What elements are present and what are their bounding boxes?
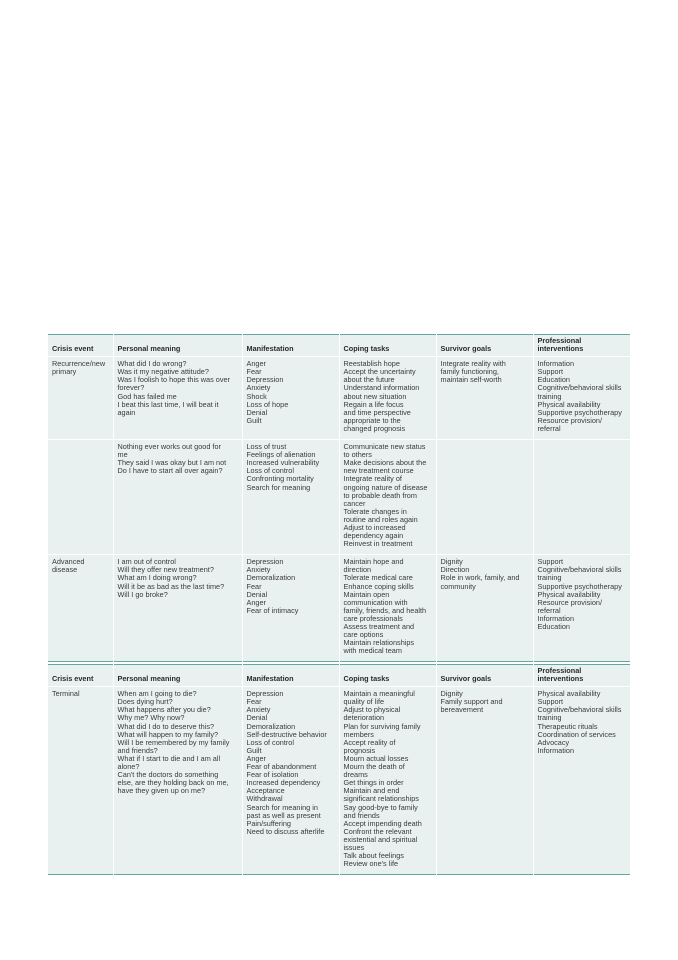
cell-line: Reestablish hope	[343, 359, 400, 369]
cell-line: Review one's life	[343, 859, 399, 869]
cell-line: forever?	[117, 383, 145, 393]
cell-line: Acceptance	[246, 786, 285, 796]
cell-line: training	[537, 573, 562, 583]
cell-line: Recurrence/new	[52, 359, 106, 369]
cell-line: Information	[537, 613, 575, 623]
cell-line: I beat this last time, I will beat it	[117, 399, 219, 409]
professional-interventions-cell	[533, 687, 630, 875]
cell-line: Therapeutic rituals	[537, 721, 598, 731]
cell-line: Increased dependency	[246, 778, 321, 788]
cell-line: else, are they holding back on me,	[117, 778, 229, 788]
cell-line: Does dying hurt?	[117, 697, 173, 707]
cell-line: Support	[537, 697, 564, 707]
cell-line: routine and roles again	[343, 514, 418, 524]
personal-meaning-cell	[113, 440, 242, 555]
professional-interventions-cell	[533, 440, 630, 555]
crisis-event-cell	[48, 440, 113, 555]
cell-line: to others	[343, 450, 372, 460]
cell-line: Adjust to increased	[343, 522, 406, 532]
survivor-goals-cell	[436, 440, 533, 555]
cell-line: Nothing ever works out good for	[117, 442, 221, 452]
cell-line: Resource provision/	[537, 415, 602, 425]
cell-line: have they given up on me?	[117, 786, 206, 796]
cell-line: Demoralization	[246, 721, 296, 731]
cell-line: Anxiety	[246, 705, 271, 715]
manifestation-cell	[242, 357, 339, 440]
cell-line: Assess treatment and	[343, 622, 415, 631]
crisis-event-cell	[48, 555, 113, 662]
cell-line: Fear	[246, 697, 262, 707]
cell-line: Supportive psychotherapy	[537, 581, 622, 591]
cell-line: Loss of control	[246, 466, 294, 476]
personal-meaning-cell	[113, 357, 242, 440]
cell-line: I am out of control	[117, 557, 176, 567]
manifestation-cell	[242, 440, 339, 555]
cell-line: Accept the uncertainty	[343, 367, 416, 377]
cell-line: Anxiety	[246, 565, 271, 575]
cell-line: direction	[343, 565, 372, 575]
cell-line: Can't the doctors do something	[117, 770, 219, 780]
cell-line: dreams	[343, 770, 368, 780]
cell-line: Support	[537, 367, 564, 377]
cell-line: Accept reality of	[343, 737, 396, 747]
personal-meaning-cell	[113, 555, 242, 662]
cell-line: Depression	[246, 557, 284, 567]
cell-line: quality of life	[343, 697, 385, 707]
cell-line: Guilt	[246, 415, 262, 425]
cell-line: Make decisions about the	[343, 458, 427, 468]
cell-line: What am I doing wrong?	[117, 573, 197, 583]
cell-line: and friends	[343, 810, 380, 820]
survivor-goals-cell	[436, 555, 533, 662]
cell-line: Anger	[246, 359, 266, 369]
header-crisis-event: Crisis event	[48, 665, 113, 687]
cell-line: Support	[537, 557, 564, 567]
cell-line: Regain a life focus	[343, 399, 404, 409]
crisis-table-part-1	[48, 334, 630, 662]
cell-line: Anger	[246, 753, 266, 763]
cell-line: Loss of hope	[246, 399, 289, 409]
cell-line: about new situation	[343, 391, 407, 401]
cell-line: Will I go broke?	[117, 589, 168, 599]
cell-line: Depression	[246, 375, 284, 385]
cell-line: Need to discuss afterlife	[246, 826, 325, 836]
cell-line: disease	[52, 565, 78, 575]
cell-line: communication with	[343, 597, 408, 607]
cell-line: maintain self-worth	[440, 375, 502, 385]
cell-line: They said I was okay but I am not	[117, 458, 227, 468]
cell-line: Loss of trust	[246, 442, 287, 452]
cell-line: Physical availability	[537, 399, 601, 409]
table-row	[48, 357, 630, 440]
cell-line: What did I do wrong?	[117, 359, 187, 369]
cell-line: Demoralization	[246, 573, 296, 583]
header-manifestation: Manifestation	[242, 335, 339, 357]
cell-line: Tolerate medical care	[343, 573, 413, 583]
cell-line: Tolerate changes in	[343, 506, 407, 516]
cell-line: cancer	[343, 498, 366, 508]
cell-line: Dignity	[440, 689, 463, 699]
cell-line: Denial	[246, 407, 268, 417]
cell-line: Get things in order	[343, 778, 404, 788]
cell-line: prognosis	[343, 745, 376, 755]
cell-line: Integrate reality with	[440, 359, 506, 369]
cell-line: What will happen to my family?	[117, 729, 219, 739]
cell-line: Shock	[246, 391, 267, 401]
cell-line: Self-destructive behavior	[246, 729, 327, 739]
professional-interventions-cell	[533, 555, 630, 662]
survivor-goals-cell	[436, 687, 533, 875]
cell-line: Direction	[440, 565, 470, 575]
cell-line: Coordination of services	[537, 729, 616, 739]
cell-line: significant relationships	[343, 794, 419, 804]
cell-line: and time perspective	[343, 407, 411, 417]
cell-line: Was I foolish to hope this was over	[117, 375, 230, 385]
cell-line: and friends?	[117, 745, 158, 755]
cell-line: Cognitive/behavioral skills	[537, 383, 622, 393]
cell-line: dependency again	[343, 531, 404, 541]
crisis-event-cell	[48, 357, 113, 440]
cell-line: Accept impending death	[343, 818, 422, 828]
cell-line: Information	[537, 745, 575, 755]
header-personal-meaning: Personal meaning	[113, 665, 242, 687]
cell-line: Dignity	[440, 557, 463, 567]
table-row	[48, 555, 630, 662]
header-survivor-goals: Survivor goals	[436, 665, 533, 687]
cell-line: Fear of intimacy	[246, 605, 299, 615]
cell-line: Maintain relationships	[343, 638, 415, 648]
cell-line: deterioration	[343, 713, 385, 723]
cell-line: to probable death from	[343, 490, 417, 500]
header-professional-interventions: Professional interventions	[533, 335, 630, 357]
cell-line: Maintain a meaningful	[343, 689, 415, 699]
cell-line: Advanced	[52, 557, 85, 567]
cell-line: Loss of control	[246, 737, 294, 747]
cell-line: referral	[537, 605, 561, 615]
cell-line: about the future	[343, 375, 395, 385]
cell-line: family functioning,	[440, 367, 499, 377]
cell-line: What did I do to deserve this?	[117, 721, 215, 731]
coping-tasks-cell	[339, 687, 436, 875]
cell-line: Search for meaning	[246, 482, 311, 492]
cell-line: changed prognosis	[343, 423, 406, 433]
cell-line: Denial	[246, 589, 268, 599]
cell-line: Was it my negative attitude?	[117, 367, 209, 377]
header-manifestation: Manifestation	[242, 665, 339, 687]
cell-line: Mourn actual losses	[343, 753, 409, 763]
cell-line: When am I going to die?	[117, 689, 197, 699]
cell-line: Advocacy	[537, 737, 570, 747]
cell-line: Supportive psychotherapy	[537, 407, 622, 417]
cell-line: Maintain open	[343, 589, 390, 599]
cell-line: God has failed me	[117, 391, 177, 401]
cell-line: Fear	[246, 581, 262, 591]
header-personal-meaning: Personal meaning	[113, 335, 242, 357]
cell-line: Fear of isolation	[246, 770, 299, 780]
cell-line: Withdrawal	[246, 794, 283, 804]
cell-line: Will I be remembered by my family	[117, 737, 230, 747]
cell-line: referral	[537, 423, 561, 433]
cell-line: me	[117, 450, 128, 460]
cell-line: Mourn the death of	[343, 762, 405, 772]
header-professional-interventions: Professional interventions	[533, 665, 630, 687]
cell-line: Information	[537, 359, 575, 369]
cell-line: Adjust to physical	[343, 705, 401, 715]
cell-line: members	[343, 729, 374, 739]
coping-tasks-cell	[339, 555, 436, 662]
cell-line: Reinvest in treatment	[343, 539, 413, 549]
cell-line: Communicate new status	[343, 442, 426, 452]
cell-line: care options	[343, 630, 384, 640]
cell-line: Physical availability	[537, 589, 601, 599]
manifestation-cell	[242, 555, 339, 662]
cell-line: Terminal	[52, 689, 80, 699]
table-row	[48, 440, 630, 555]
cell-line: Education	[537, 622, 570, 631]
cell-line: issues	[343, 842, 365, 852]
cell-line: Maintain and end	[343, 786, 400, 796]
cell-line: Integrate reality of	[343, 474, 402, 484]
cell-line: Resource provision/	[537, 597, 602, 607]
professional-interventions-cell	[533, 357, 630, 440]
cell-line: Plan for surviving family	[343, 721, 421, 731]
coping-tasks-cell	[339, 440, 436, 555]
cell-line: What happens after you die?	[117, 705, 211, 715]
cell-line: What if I start to die and I am all	[117, 753, 221, 763]
cell-line: Confronting mortality	[246, 474, 314, 484]
cell-line: ongoing nature of disease	[343, 482, 428, 492]
cell-line: Fear of abandonment	[246, 762, 317, 772]
manifestation-cell	[242, 687, 339, 875]
cell-line: Talk about feelings	[343, 851, 404, 861]
cell-line: Cognitive/behavioral skills	[537, 705, 622, 715]
cell-line: Depression	[246, 689, 284, 699]
table-row	[48, 687, 630, 875]
cell-line: new treatment course	[343, 466, 414, 476]
header-crisis-event: Crisis event	[48, 335, 113, 357]
cell-line: training	[537, 713, 562, 723]
cell-line: again	[117, 407, 136, 417]
header-row	[48, 665, 630, 687]
cell-line: primary	[52, 367, 77, 377]
crisis-table-part-2	[48, 664, 630, 875]
cell-line: Anger	[246, 597, 266, 607]
cell-line: Why me? Why now?	[117, 713, 185, 723]
survivor-goals-cell	[436, 357, 533, 440]
cell-line: Fear	[246, 367, 262, 377]
cell-line: Understand information	[343, 383, 420, 393]
coping-tasks-cell	[339, 357, 436, 440]
cell-line: care professionals	[343, 613, 403, 623]
cell-line: past as well as present	[246, 810, 321, 820]
cell-line: Guilt	[246, 745, 262, 755]
cell-line: existential and spiritual	[343, 834, 418, 844]
cell-line: appropriate to the	[343, 415, 401, 425]
cell-line: bereavement	[440, 705, 484, 715]
cell-line: Enhance coping skills	[343, 581, 414, 591]
cell-line: alone?	[117, 762, 140, 772]
cell-line: Education	[537, 375, 570, 385]
cell-line: with medical team	[343, 646, 402, 656]
cell-line: Increased vulnerability	[246, 458, 320, 468]
cell-line: Say good-bye to family	[343, 802, 418, 812]
cell-line: Physical availability	[537, 689, 601, 699]
cell-line: Anxiety	[246, 383, 271, 393]
cell-line: Feelings of alienation	[246, 450, 316, 460]
header-row	[48, 335, 630, 357]
cell-line: community	[440, 581, 476, 591]
cell-line: Confront the relevant	[343, 826, 412, 836]
cell-line: Search for meaning in	[246, 802, 318, 812]
header-coping-tasks: Coping tasks	[339, 335, 436, 357]
personal-meaning-cell	[113, 687, 242, 875]
cell-line: Denial	[246, 713, 268, 723]
cell-line: Will it be as bad as the last time?	[117, 581, 225, 591]
crisis-event-cell	[48, 687, 113, 875]
header-survivor-goals: Survivor goals	[436, 335, 533, 357]
cell-line: Family support and	[440, 697, 503, 707]
cell-line: training	[537, 391, 562, 401]
cell-line: family, friends, and health	[343, 605, 427, 615]
cell-line: Will they offer new treatment?	[117, 565, 214, 575]
header-coping-tasks: Coping tasks	[339, 665, 436, 687]
cell-line: Do I have to start all over again?	[117, 466, 223, 476]
cell-line: Maintain hope and	[343, 557, 404, 567]
cell-line: Cognitive/behavioral skills	[537, 565, 622, 575]
cell-line: Pain/suffering	[246, 818, 291, 828]
cell-line: Role in work, family, and	[440, 573, 520, 583]
